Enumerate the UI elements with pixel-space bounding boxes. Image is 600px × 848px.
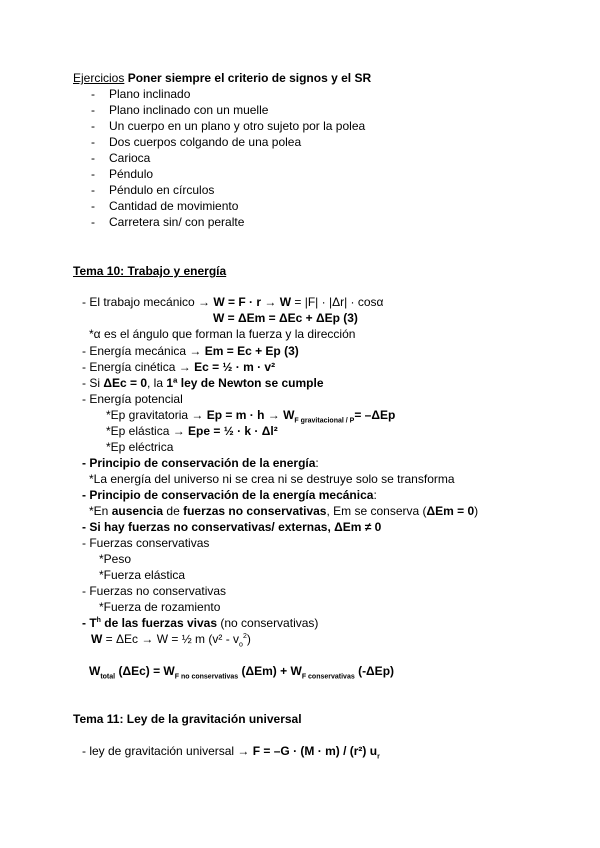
formula: 1ª ley de Newton se cumple: [166, 376, 324, 390]
list-bullet: -: [91, 135, 95, 149]
fuerzas-conservativas-line: - Fuerzas conservativas: [82, 536, 210, 550]
ep-gravitatoria-line: [106, 408, 395, 423]
subscript: F no conservativas: [174, 673, 239, 681]
text: ): [246, 632, 251, 646]
text: - El trabajo mecánico →: [82, 295, 214, 309]
ejercicios-label: Ejercicios: [73, 71, 125, 85]
energia-cinetica-line: [82, 360, 275, 375]
formula: W: [279, 295, 292, 309]
tema10-title: Tema 10: Trabajo y energía: [73, 264, 227, 278]
text: , la: [147, 376, 167, 390]
list-item-text: Un cuerpo en un plano y otro sujeto por la polea: [109, 119, 366, 133]
list-item-text: Péndulo en círculos: [109, 183, 215, 197]
formula: (ΔEc) = W: [115, 664, 175, 678]
text: →: [264, 408, 284, 422]
formula: Ec = ½ · m · v²: [194, 360, 276, 374]
heading-text: - Principio de conservación de la energía: [82, 456, 316, 470]
list-item-text: Cantidad de movimiento: [109, 199, 239, 213]
list-bullet: -: [91, 103, 95, 117]
subscript: F conservativas: [301, 673, 355, 681]
heading-text: - T: [82, 616, 97, 630]
text: - Energía mecánica →: [82, 344, 205, 358]
text: *Ep elástica →: [106, 424, 189, 438]
formula: Em = Ec + Ep (3): [204, 344, 299, 358]
superscript: h: [96, 617, 101, 624]
formula: Ep = m · h: [206, 408, 265, 422]
text: - ley de gravitación universal →: [82, 744, 253, 758]
formula: (ΔEm) + W: [238, 664, 302, 678]
fuerzas-no-conservativas-list-line: - Fuerzas no conservativas: [82, 584, 227, 598]
text: (no conservativas): [217, 616, 319, 630]
formula: W = F · r: [213, 295, 262, 309]
ejercicios-heading: [73, 71, 371, 86]
formula: Epe = ½ · k · Δl²: [188, 424, 278, 438]
ep-electrica-line: *Ep eléctrica: [106, 440, 174, 454]
ley-gravitacion-line: [82, 744, 380, 759]
text: →: [261, 295, 280, 309]
work-energy-formula: W = ΔEm = ΔEc + ΔEp (3): [213, 311, 358, 325]
subscript: r: [377, 753, 380, 761]
alpha-note: *α es el ángulo que forman la fuerza y la dirección: [89, 327, 356, 341]
text: = ΔEc → W = ½ m (v² - v: [102, 632, 240, 646]
formula: W: [89, 664, 101, 678]
subscript: o: [239, 641, 243, 649]
fuerzas-vivas-line: [82, 616, 318, 631]
formula: W: [91, 632, 103, 646]
formula: (-ΔEp): [354, 664, 395, 678]
energia-mecanica-line: [82, 344, 299, 359]
list-bullet: -: [91, 215, 95, 229]
formula: W: [283, 408, 295, 422]
principio-conservacion-line: [82, 456, 319, 471]
principio-conservacion-mecanica-line: [82, 488, 377, 503]
list-item-text: Plano inclinado: [109, 87, 191, 101]
text: de: [163, 504, 184, 518]
list-item-text: Péndulo: [109, 167, 154, 181]
list-bullet: -: [91, 183, 95, 197]
heading-text: - Principio de conservación de la energía mecánica: [82, 488, 374, 502]
emphasis: ausencia: [111, 504, 164, 518]
work-total-formula: [89, 664, 394, 679]
list-item-text: Dos cuerpos colgando de una polea: [109, 135, 302, 149]
formula: ΔEm = 0: [426, 504, 475, 518]
list-item-text: Plano inclinado con un muelle: [109, 103, 269, 117]
list-bullet: -: [91, 87, 95, 101]
formula: F = –G · (M · m) / (r²) u: [252, 744, 378, 758]
fuerzas-vivas-formula: [91, 632, 251, 647]
list-bullet: -: [91, 167, 95, 181]
peso-line: *Peso: [99, 552, 132, 566]
subscript: F gravitacional / P: [294, 417, 355, 425]
list-item-text: Carretera sin/ con peralte: [109, 215, 245, 229]
text: ): [474, 504, 479, 518]
fuerza-elastica-line: *Fuerza elástica: [99, 568, 186, 582]
emphasis: fuerzas no conservativas: [183, 504, 327, 518]
ausencia-line: [89, 504, 478, 519]
text: *Ep gravitatoria →: [106, 408, 207, 422]
trabajo-mecanico-line: [82, 295, 384, 310]
list-item-text: Carioca: [109, 151, 151, 165]
ejercicios-title: Poner siempre el criterio de signos y el SR: [124, 71, 372, 85]
fuerza-rozamiento-line: *Fuerza de rozamiento: [99, 600, 221, 614]
text: - Si: [82, 376, 104, 390]
formula: ΔEc = 0: [103, 376, 147, 390]
formula: = –ΔEp: [354, 408, 396, 422]
fuerzas-no-conservativas-line: - Si hay fuerzas no conservativas/ externas, ΔEm ≠ 0: [82, 520, 382, 534]
text: :: [373, 488, 377, 502]
newton-line: [82, 376, 324, 391]
text: = |F| · |Δr| · cosα: [291, 295, 384, 309]
text: , Em se conserva (: [326, 504, 427, 518]
text: :: [315, 456, 319, 470]
list-bullet: -: [91, 151, 95, 165]
energia-potencial-line: - Energía potencial: [82, 392, 183, 406]
tema11-title: Tema 11: Ley de la gravitación universal: [73, 712, 302, 726]
superscript: 2: [242, 633, 247, 640]
list-bullet: -: [91, 119, 95, 133]
list-bullet: -: [91, 199, 95, 213]
text: - Energía cinética →: [82, 360, 195, 374]
ep-elastica-line: [106, 424, 278, 439]
text: *En: [89, 504, 112, 518]
subscript: total: [100, 673, 116, 681]
heading-text: de las fuerzas vivas: [100, 616, 218, 630]
energia-universo-line: *La energía del universo ni se crea ni se destruye solo se transforma: [89, 472, 455, 486]
